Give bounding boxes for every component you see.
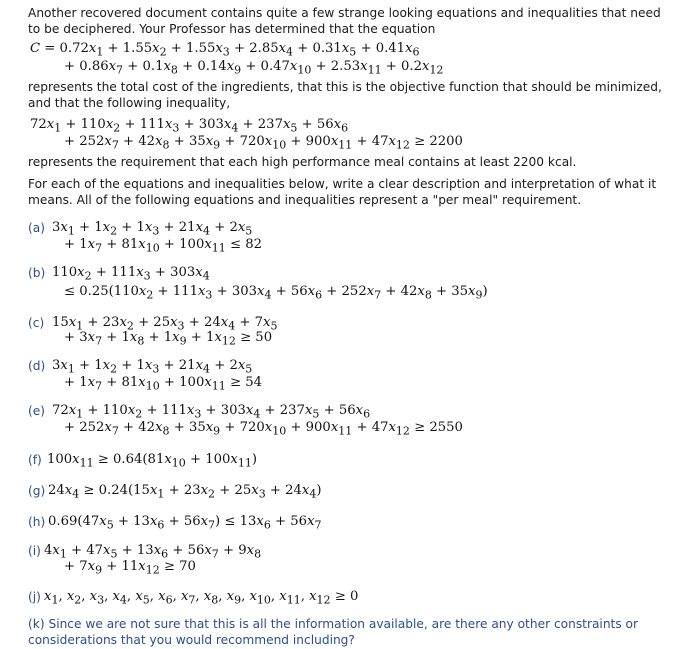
objective-explanation: represents the total cost of the ingredients, that this is the objective function that should be minimized, and that the following inequality, [28, 80, 662, 110]
item-label-b: (b) [28, 266, 46, 280]
item-g-line-1: $24x_4 \ge 0.24(15x_1 + 23x_2 + 25x_3 + 24x_4)$ [48, 483, 322, 501]
item-j-line-1: $x_1$, $x_2$, $x_3$, $x_4$, $x_5$, $x_6$, $x_7$, $x_8$, $x_9$, $x_{10}$, $x_{11}$, $x_{12} \ge 0$ [44, 589, 359, 607]
item-b-line-1: $110x_2 + 111x_3 + 303x_4$ [52, 265, 210, 283]
item-label-c: (c) [28, 316, 45, 330]
item-k-text: Since we are not sure that this is all the information available, are there any other constraints or considerations that you would recommend including? [28, 617, 639, 647]
kcal-inequality-line-2: + $252x_7 + 42x_8 + 35x_9 + 720x_{10} + 900x_{11} + 47x_{12} \ge 2200$ [64, 134, 463, 152]
item-label-g: (g) [28, 484, 46, 498]
item-h-line-1: $0.69(47x_5 + 13x_6 + 56x_7) \le 13x_6 + 56x_7$ [48, 514, 322, 532]
item-d-line-2: + $1x_7 + 81x_{10} + 100x_{11} \ge 54$ [64, 375, 262, 393]
objective-equation-line-1: $C = 0.72x_1 + 1.55x_2 + 1.55x_3 + 2.85x_4 + 0.31x_5 + 0.41x_6$ [30, 41, 420, 59]
item-label-j: (j) [28, 590, 41, 604]
item-c-line-1: $15x_1 + 23x_2 + 25x_3 + 24x_4 + 7x_5$ [52, 315, 278, 333]
item-a-line-2: + $1x_7 + 81x_{10} + 100x_{11} \le 82$ [64, 237, 262, 255]
item-label-i: (i) [28, 544, 41, 558]
item-label-h: (h) [28, 515, 46, 529]
item-label-a: (a) [28, 221, 45, 235]
item-k-question [28, 617, 668, 648]
item-e-line-1: $72x_1 + 110x_2 + 111x_3 + 303x_4 + 237x_5 + 56x_6$ [52, 403, 371, 421]
kcal-explanation: represents the requirement that each high performance meal contains at least 2200 kcal. [28, 155, 577, 169]
item-label-k: (k) [28, 617, 45, 631]
item-e-line-2: + $252x_7 + 42x_8 + 35x_9 + 720x_{10} + 900x_{11} + 47x_{12} \ge 2550$ [64, 420, 463, 438]
objective-equation-line-2: + $0.86x_7 + 0.1x_8 + 0.14x_9 + 0.47x_{10} + 2.53x_{11} + 0.2x_{12}$ [64, 59, 444, 77]
item-i-line-1: $4x_1 + 47x_5 + 13x_6 + 56x_7 + 9x_8$ [44, 543, 262, 561]
item-c-line-2: + $3x_7 + 1x_8 + 1x_9 + 1x_{12} \ge 50$ [64, 330, 273, 348]
item-f-line-1: $100x_{11} \ge 0.64(81x_{10} + 100x_{11})$ [47, 452, 257, 470]
item-label-f: (f) [28, 453, 42, 467]
item-i-line-2: + $7x_9 + 11x_{12} \ge 70$ [64, 559, 196, 577]
item-label-d: (d) [28, 359, 46, 373]
kcal-inequality-line-1: $72x_1 + 110x_2 + 111x_3 + 303x_4 + 237x_5 + 56x_6$ [30, 117, 349, 135]
item-a-line-1: $3x_1 + 1x_2 + 1x_3 + 21x_4 + 2x_5$ [52, 220, 253, 238]
intro-paragraph: Another recovered document contains quite a few strange looking equations and inequalities that need to be deciphered. Your Professor has determined that the equation [28, 6, 661, 36]
item-label-e: (e) [28, 404, 46, 418]
item-b-line-2: ≤ $0.25(110x_2 + 111x_3 + 303x_4 + 56x_6 + 252x_7 + 42x_8 + 35x_9)$ [64, 284, 488, 302]
instructions-paragraph: For each of the equations and inequalities below, write a clear description and interpretation of what it means. All of the following equations and inequalities represent a "per meal" requirement. [28, 177, 657, 207]
item-d-line-1: $3x_1 + 1x_2 + 1x_3 + 21x_4 + 2x_5$ [52, 358, 253, 376]
